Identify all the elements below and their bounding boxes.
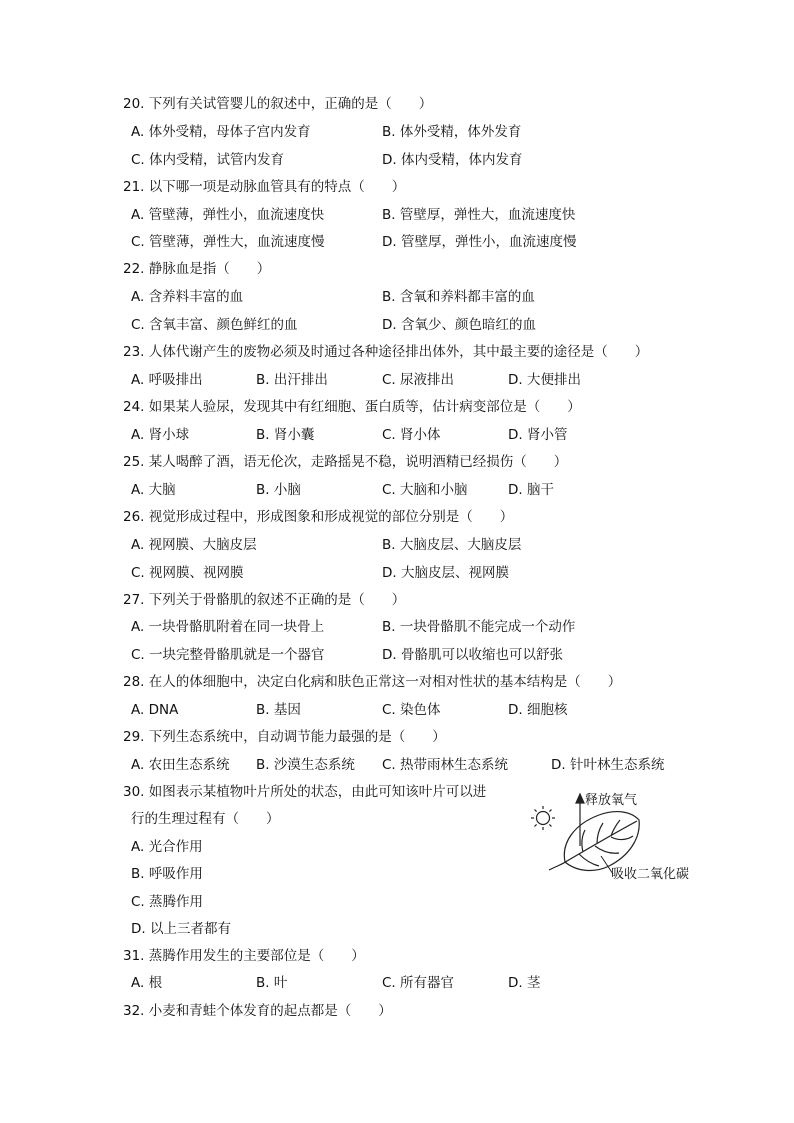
option-d[interactable]: D. 肾小管 [508, 427, 568, 443]
option-a[interactable]: A. 大脑 [131, 482, 176, 498]
question-stem: 30. 如图表示某植物叶片所处的状态，由此可知该叶片可以进 [123, 784, 487, 800]
option-c[interactable]: C. 蒸腾作用 [131, 894, 204, 910]
option-b[interactable]: B. 呼吸作用 [131, 866, 203, 882]
sun-icon [531, 806, 555, 830]
options-row [0, 203, 794, 227]
leaf-diagram [527, 790, 697, 900]
question-32 [0, 999, 794, 1023]
options-row [0, 423, 794, 447]
question-stem-continued: 行的生理过程有（ ） [131, 811, 280, 827]
options-row [0, 148, 794, 172]
question-stem: 28. 在人的体细胞中，决定白化病和肤色正常这一对相对性状的基本结构是（ ） [123, 674, 622, 690]
question-31 [0, 944, 794, 968]
option-d[interactable]: D. 脑干 [508, 482, 554, 498]
option-a[interactable]: A. 含养料丰富的血 [131, 289, 244, 305]
option-c[interactable]: C. 肾小体 [382, 427, 441, 443]
option-a[interactable]: A. 呼吸排出 [131, 372, 203, 388]
option-b[interactable]: B. 一块骨骼肌不能完成一个动作 [382, 619, 576, 635]
option-a[interactable]: A. 体外受精，母体子宫内发育 [131, 124, 311, 140]
question-stem: 29. 下列生态系统中，自动调节能力最强的是（ ） [123, 729, 446, 745]
option-d[interactable]: D. 细胞核 [508, 702, 568, 718]
question-stem: 22. 静脉血是指（ ） [123, 261, 271, 277]
option-d[interactable]: D. 骨骼肌可以收缩也可以舒张 [382, 647, 563, 663]
options-row [0, 533, 794, 557]
option-d[interactable]: D. 含氧少、颜色暗红的血 [382, 317, 536, 333]
option-b[interactable]: B. 大脑皮层、大脑皮层 [382, 537, 522, 553]
option-d[interactable]: D. 茎 [508, 975, 541, 991]
leaf-icon [549, 812, 639, 871]
options-row [0, 615, 794, 639]
options-row [0, 698, 794, 722]
options-row [0, 917, 794, 941]
question-28 [0, 670, 794, 694]
release-oxygen-label: 释放氧气 [585, 793, 638, 808]
option-b[interactable]: B. 沙漠生态系统 [256, 757, 355, 773]
question-26 [0, 505, 794, 529]
question-20 [0, 92, 794, 116]
question-21 [0, 175, 794, 199]
option-c[interactable]: C. 尿液排出 [382, 372, 455, 388]
option-c[interactable]: C. 含氧丰富、颜色鲜红的血 [131, 317, 298, 333]
option-c[interactable]: C. 大脑和小脑 [382, 482, 468, 498]
option-b[interactable]: B. 出汗排出 [256, 372, 328, 388]
options-row [0, 478, 794, 502]
question-24 [0, 395, 794, 419]
option-c[interactable]: C. 视网膜、视网膜 [131, 565, 244, 581]
question-23 [0, 340, 794, 364]
option-b[interactable]: B. 含氧和养料都丰富的血 [382, 289, 535, 305]
question-29 [0, 725, 794, 749]
question-stem: 24. 如果某人验尿，发现其中有红细胞、蛋白质等，估计病变部位是（ ） [123, 399, 581, 415]
options-row [0, 561, 794, 585]
question-stem: 20. 下列有关试管婴儿的叙述中，正确的是（ ） [123, 96, 433, 112]
options-row [0, 753, 794, 777]
option-c[interactable]: C. 管壁薄，弹性大，血流速度慢 [131, 234, 325, 250]
option-a[interactable]: A. 视网膜、大脑皮层 [131, 537, 257, 553]
question-stem: 27. 下列关于骨骼肌的叙述不正确的是（ ） [123, 592, 406, 608]
option-d[interactable]: D. 大脑皮层、视网膜 [382, 565, 509, 581]
options-row [0, 643, 794, 667]
question-stem: 31. 蒸腾作用发生的主要部位是（ ） [123, 948, 365, 964]
question-stem: 32. 小麦和青蛙个体发育的起点都是（ ） [123, 1003, 392, 1019]
option-c[interactable]: C. 一块完整骨骼肌就是一个器官 [131, 647, 325, 663]
option-b[interactable]: B. 体外受精，体外发育 [382, 124, 522, 140]
options-row [0, 313, 794, 337]
option-a[interactable]: A. 肾小球 [131, 427, 190, 443]
option-d[interactable]: D. 以上三者都有 [131, 921, 231, 937]
absorb-co2-label: 吸收二氧化碳 [611, 867, 690, 882]
option-c[interactable]: C. 所有器官 [382, 975, 455, 991]
question-stem: 23. 人体代谢产生的废物必须及时通过各种途径排出体外，其中最主要的途径是（ ） [123, 344, 649, 360]
option-b[interactable]: B. 管壁厚，弹性大，血流速度快 [382, 207, 576, 223]
option-a[interactable]: A. 农田生态系统 [131, 757, 230, 773]
option-d[interactable]: D. 针叶林生态系统 [551, 757, 665, 773]
option-c[interactable]: C. 体内受精，试管内发育 [131, 152, 285, 168]
question-stem: 26. 视觉形成过程中，形成图象和形成视觉的部位分别是（ ） [123, 509, 514, 525]
option-d[interactable]: D. 管壁厚，弹性小，血流速度慢 [382, 234, 577, 250]
options-row [0, 368, 794, 392]
question-stem: 21. 以下哪一项是动脉血管具有的特点（ ） [123, 179, 406, 195]
option-c[interactable]: C. 热带雨林生态系统 [382, 757, 509, 773]
option-d[interactable]: D. 大便排出 [508, 372, 581, 388]
options-row [0, 230, 794, 254]
options-row [0, 120, 794, 144]
option-a[interactable]: A. 根 [131, 975, 163, 991]
option-b[interactable]: B. 叶 [256, 975, 288, 991]
option-a[interactable]: A. 管壁薄，弹性小，血流速度快 [131, 207, 325, 223]
option-b[interactable]: B. 肾小囊 [256, 427, 315, 443]
options-row [0, 971, 794, 995]
question-25 [0, 450, 794, 474]
option-a[interactable]: A. DNA [131, 702, 179, 718]
option-b[interactable]: B. 基因 [256, 702, 301, 718]
option-d[interactable]: D. 体内受精，体内发育 [382, 152, 523, 168]
question-27 [0, 588, 794, 612]
question-stem: 25. 某人喝醉了酒，语无伦次，走路摇晃不稳，说明酒精已经损伤（ ） [123, 454, 568, 470]
leaf-figure [527, 790, 697, 900]
option-c[interactable]: C. 染色体 [382, 702, 441, 718]
option-a[interactable]: A. 光合作用 [131, 839, 203, 855]
option-a[interactable]: A. 一块骨骼肌附着在同一块骨上 [131, 619, 325, 635]
question-22 [0, 257, 794, 281]
option-b[interactable]: B. 小脑 [256, 482, 301, 498]
options-row [0, 285, 794, 309]
